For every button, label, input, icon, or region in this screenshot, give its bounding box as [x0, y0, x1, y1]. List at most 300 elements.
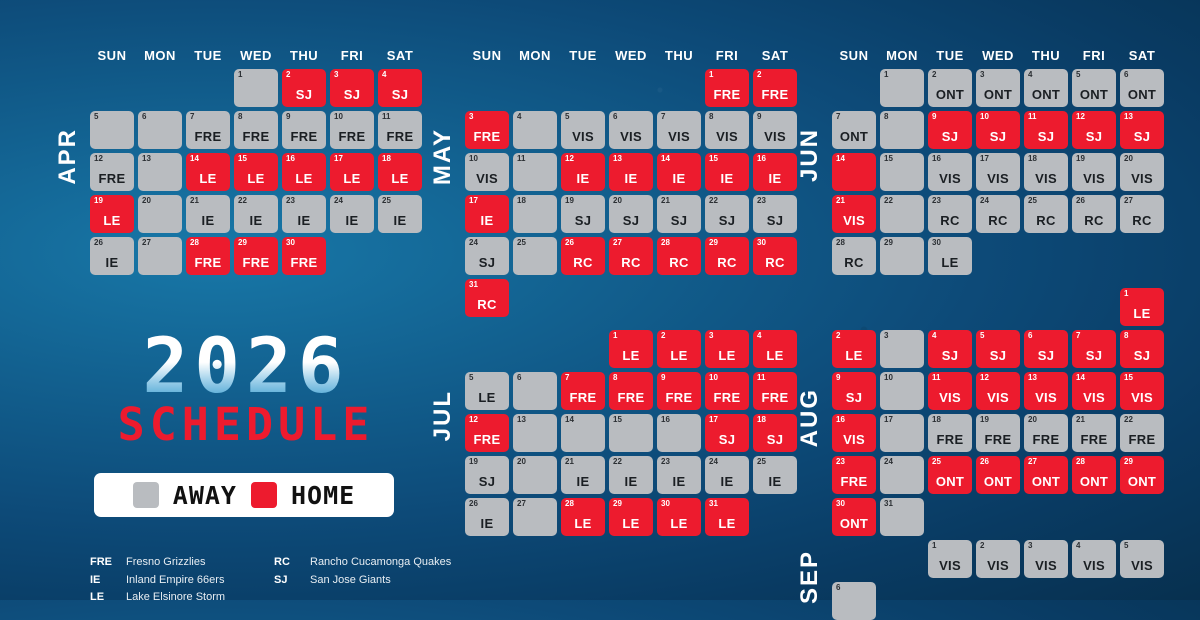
- day-number: 10: [884, 373, 893, 382]
- day-number: 25: [757, 457, 766, 466]
- day-number: 10: [980, 112, 989, 121]
- calendar-day: [753, 237, 797, 275]
- calendar-day: [753, 153, 797, 191]
- opponent-abbr: IE: [720, 474, 734, 489]
- day-number: 4: [1076, 541, 1081, 550]
- calendar-day: [705, 330, 749, 368]
- calendar-day: [90, 153, 134, 191]
- calendar-spacer: [832, 540, 876, 578]
- calendar-day: [657, 111, 701, 149]
- opponent-abbr: IE: [480, 213, 494, 228]
- day-number: 9: [286, 112, 291, 121]
- day-number: 21: [836, 196, 845, 205]
- calendar-day: [234, 111, 278, 149]
- calendar-day: [657, 372, 701, 410]
- day-number: 17: [980, 154, 989, 163]
- day-number: 18: [932, 415, 941, 424]
- day-number: 21: [190, 196, 199, 205]
- day-number: 6: [613, 112, 618, 121]
- calendar-day: [1024, 414, 1068, 452]
- day-number: 11: [932, 373, 941, 382]
- day-number: 6: [836, 583, 841, 592]
- opponent-abbr: LE: [941, 255, 959, 270]
- calendar-day: [657, 237, 701, 275]
- day-number: 1: [613, 331, 618, 340]
- day-number: 29: [884, 238, 893, 247]
- calendar-day: [513, 498, 557, 536]
- day-number: 1: [884, 70, 889, 79]
- calendar-day: [1072, 372, 1116, 410]
- opponent-abbr: IE: [768, 171, 782, 186]
- opponent-abbr: FRE: [473, 129, 501, 144]
- opponent-abbr: SJ: [766, 213, 784, 228]
- opponent-abbr: FRE: [98, 171, 126, 186]
- opponent-abbr: FRE: [1128, 432, 1156, 447]
- calendar-day: [657, 414, 701, 452]
- day-number: 29: [709, 238, 718, 247]
- key-name: San Jose Giants: [310, 573, 391, 586]
- opponent-abbr: VIS: [1131, 390, 1153, 405]
- calendar-day: [561, 195, 605, 233]
- key-name: Lake Elsinore Storm: [126, 591, 226, 604]
- day-number: 15: [709, 154, 718, 163]
- calendar-day: [609, 237, 653, 275]
- calendar-day: [705, 153, 749, 191]
- day-number: 30: [836, 499, 845, 508]
- calendar-day: [465, 279, 509, 317]
- calendar-day: [465, 237, 509, 275]
- key-name: Rancho Cucamonga Quakes: [310, 556, 452, 568]
- calendar-day: [928, 372, 972, 410]
- day-number: 26: [94, 238, 103, 247]
- calendar-day: [1120, 414, 1164, 452]
- day-number: 30: [661, 499, 670, 508]
- opponent-abbr: ONT: [983, 474, 1013, 489]
- day-number: 12: [1076, 112, 1085, 121]
- day-number: 27: [613, 238, 622, 247]
- opponent-abbr: VIS: [1083, 558, 1105, 573]
- calendar-spacer: [465, 69, 509, 107]
- month-block-sep: [796, 540, 1164, 620]
- day-number: 6: [142, 112, 147, 121]
- day-number: 27: [1124, 196, 1133, 205]
- day-number: 30: [932, 238, 941, 247]
- day-number: 24: [709, 457, 718, 466]
- calendar-day: [1024, 372, 1068, 410]
- opponent-abbr: SJ: [1037, 348, 1055, 363]
- opponent-abbr: LE: [622, 348, 640, 363]
- day-number: 13: [1124, 112, 1133, 121]
- calendar-day: [282, 69, 326, 107]
- day-number: 22: [238, 196, 247, 205]
- calendar-day: [976, 372, 1020, 410]
- calendar-day: [1024, 456, 1068, 494]
- day-number: 22: [1124, 415, 1133, 424]
- opponent-abbr: IE: [249, 213, 263, 228]
- calendar-day: [928, 540, 972, 578]
- opponent-abbr: SJ: [622, 213, 640, 228]
- day-number: 13: [613, 154, 622, 163]
- calendar-day: [282, 111, 326, 149]
- opponent-abbr: IE: [624, 171, 638, 186]
- opponent-abbr: LE: [103, 213, 121, 228]
- day-number: 15: [613, 415, 622, 424]
- calendar-day: [880, 195, 924, 233]
- day-number: 5: [1124, 541, 1129, 550]
- dow-wed: WED: [982, 48, 1014, 63]
- opponent-abbr: VIS: [1131, 558, 1153, 573]
- opponent-abbr: RC: [1036, 213, 1056, 228]
- day-number: 24: [980, 196, 989, 205]
- calendar-day: [880, 456, 924, 494]
- dow-sun: SUN: [839, 48, 869, 63]
- day-number: 3: [709, 331, 714, 340]
- day-number: 6: [1028, 331, 1033, 340]
- opponent-abbr: SJ: [391, 87, 409, 102]
- key-abbr: [274, 591, 302, 604]
- calendar-day: [753, 111, 797, 149]
- day-number: 16: [757, 154, 766, 163]
- calendar-day: [561, 498, 605, 536]
- calendar-day: [609, 195, 653, 233]
- calendar-day: [561, 153, 605, 191]
- legend: [94, 473, 394, 517]
- day-number: 1: [1124, 289, 1129, 298]
- day-number: 16: [932, 154, 941, 163]
- calendar-day: [657, 195, 701, 233]
- dow-sun: SUN: [472, 48, 502, 63]
- day-number: 23: [836, 457, 845, 466]
- day-number: 25: [932, 457, 941, 466]
- calendar-day: [609, 153, 653, 191]
- opponent-abbr: SJ: [1037, 129, 1055, 144]
- calendar-day: [378, 195, 422, 233]
- opponent-abbr: VIS: [1035, 558, 1057, 573]
- opponent-abbr: VIS: [1035, 390, 1057, 405]
- calendar-spacer: [186, 69, 230, 107]
- day-number: 12: [94, 154, 103, 163]
- month-label-jul: JUL: [429, 390, 456, 442]
- opponent-abbr: LE: [718, 348, 736, 363]
- month-label-sep: SEP: [796, 550, 823, 605]
- key-name: Inland Empire 66ers: [126, 573, 225, 586]
- calendar-grid-sep: [832, 540, 1164, 620]
- month-block-aug: [796, 288, 1164, 536]
- opponent-abbr: SJ: [1085, 129, 1103, 144]
- opponent-abbr: FRE: [194, 255, 222, 270]
- calendar-day: [465, 372, 509, 410]
- dow-mon: MON: [519, 48, 551, 63]
- opponent-abbr: IE: [672, 474, 686, 489]
- opponent-abbr: LE: [766, 348, 784, 363]
- calendar-day: [186, 111, 230, 149]
- opponent-abbr: ONT: [839, 516, 869, 531]
- day-number: 13: [517, 415, 526, 424]
- calendar-spacer: [880, 288, 924, 326]
- calendar-day: [832, 456, 876, 494]
- opponent-abbr: IE: [576, 474, 590, 489]
- dow-thu: THU: [664, 48, 694, 63]
- opponent-abbr: FRE: [713, 390, 741, 405]
- calendar-day: [561, 111, 605, 149]
- calendar-day: [138, 111, 182, 149]
- opponent-abbr: LE: [574, 516, 592, 531]
- day-number: 20: [1124, 154, 1133, 163]
- day-number: 16: [836, 415, 845, 424]
- calendar-day: [561, 456, 605, 494]
- day-number: 17: [334, 154, 343, 163]
- opponent-abbr: VIS: [987, 390, 1009, 405]
- dow-mon: MON: [886, 48, 918, 63]
- day-number: 1: [932, 541, 937, 550]
- day-number: 22: [884, 196, 893, 205]
- opponent-abbr: SJ: [670, 213, 688, 228]
- calendar-grid-may: [465, 69, 797, 317]
- calendar-day: [753, 69, 797, 107]
- calendar-day: [330, 153, 374, 191]
- opponent-abbr: ONT: [983, 87, 1013, 102]
- calendar-day: [976, 414, 1020, 452]
- dow-fri: FRI: [340, 48, 364, 63]
- opponent-abbr: RC: [477, 297, 497, 312]
- calendar-day: [976, 69, 1020, 107]
- calendar-day: [880, 237, 924, 275]
- legend-away-label: AWAY: [172, 480, 237, 510]
- opponent-abbr: LE: [1133, 306, 1151, 321]
- day-number: 30: [286, 238, 295, 247]
- calendar-day: [282, 195, 326, 233]
- opponent-abbr: FRE: [242, 129, 270, 144]
- calendar-day: [832, 582, 876, 620]
- home-swatch-icon: [251, 482, 277, 508]
- calendar-day: [609, 330, 653, 368]
- day-number: 31: [884, 499, 893, 508]
- opponent-abbr: SJ: [766, 432, 784, 447]
- opponent-abbr: SJ: [718, 432, 736, 447]
- calendar-day: [513, 372, 557, 410]
- dow-sun: SUN: [97, 48, 127, 63]
- day-number: 10: [334, 112, 343, 121]
- opponent-abbr: RC: [765, 255, 785, 270]
- day-number: 19: [980, 415, 989, 424]
- calendar-day: [1024, 153, 1068, 191]
- opponent-abbr: ONT: [1127, 87, 1157, 102]
- day-number: 26: [980, 457, 989, 466]
- calendar-day: [1024, 330, 1068, 368]
- key-name: Fresno Grizzlies: [126, 556, 206, 568]
- opponent-abbr: SJ: [989, 348, 1007, 363]
- key-abbr: RC: [274, 556, 290, 568]
- opponent-abbr: ONT: [1127, 474, 1157, 489]
- calendar-day: [1120, 69, 1164, 107]
- day-number: 4: [382, 70, 387, 79]
- calendar-day: [1120, 195, 1164, 233]
- opponent-abbr: ONT: [1031, 474, 1061, 489]
- calendar-day: [465, 153, 509, 191]
- opponent-abbr: SJ: [989, 129, 1007, 144]
- calendar-day: [928, 414, 972, 452]
- day-number: 4: [757, 331, 762, 340]
- calendar-day: [928, 69, 972, 107]
- day-number: 6: [517, 373, 522, 382]
- calendar-day: [465, 414, 509, 452]
- calendar-day: [832, 414, 876, 452]
- day-number: 28: [661, 238, 670, 247]
- calendar-spacer: [561, 330, 605, 368]
- month-block-jul: [429, 330, 797, 536]
- day-number: 3: [884, 331, 889, 340]
- day-number: 31: [469, 280, 478, 289]
- calendar-day: [561, 414, 605, 452]
- day-number: 16: [661, 415, 670, 424]
- day-number: 2: [836, 331, 841, 340]
- opponent-abbr: SJ: [1133, 348, 1151, 363]
- day-number: 24: [884, 457, 893, 466]
- calendar-day: [976, 111, 1020, 149]
- calendar-day: [90, 111, 134, 149]
- calendar-day: [90, 195, 134, 233]
- day-number: 8: [709, 112, 714, 121]
- opponent-abbr: SJ: [941, 348, 959, 363]
- calendar-day: [1072, 330, 1116, 368]
- opponent-abbr: ONT: [1079, 87, 1109, 102]
- calendar-day: [705, 498, 749, 536]
- day-number: 26: [469, 499, 478, 508]
- calendar-day: [976, 456, 1020, 494]
- opponent-abbr: IE: [393, 213, 407, 228]
- calendar-day: [234, 195, 278, 233]
- day-number: 16: [286, 154, 295, 163]
- month-block-apr: [54, 48, 422, 275]
- calendar-day: [561, 372, 605, 410]
- calendar-day: [1120, 372, 1164, 410]
- key-abbr: IE: [90, 573, 101, 586]
- opponent-abbr: VIS: [1035, 171, 1057, 186]
- calendar-spacer: [609, 69, 653, 107]
- calendar-day: [330, 195, 374, 233]
- calendar-day: [705, 237, 749, 275]
- calendar-day: [1024, 195, 1068, 233]
- opponent-abbr: RC: [1132, 213, 1152, 228]
- day-number: 8: [238, 112, 243, 121]
- calendar-day: [138, 153, 182, 191]
- calendar-grid-aug: [832, 288, 1164, 536]
- day-number: 25: [1028, 196, 1037, 205]
- dow-mon: MON: [144, 48, 176, 63]
- opponent-abbr: VIS: [716, 129, 738, 144]
- day-number: 5: [980, 331, 985, 340]
- calendar-day: [705, 414, 749, 452]
- day-number: 5: [469, 373, 474, 382]
- day-number: 2: [757, 70, 762, 79]
- day-number: 22: [613, 457, 622, 466]
- day-number: 28: [190, 238, 199, 247]
- opponent-abbr: FRE: [1080, 432, 1108, 447]
- calendar-day: [928, 111, 972, 149]
- calendar-day: [513, 153, 557, 191]
- day-number: 2: [286, 70, 291, 79]
- opponent-abbr: VIS: [843, 432, 865, 447]
- opponent-abbr: SJ: [1133, 129, 1151, 144]
- calendar-day: [832, 153, 876, 191]
- calendar-day: [609, 372, 653, 410]
- opponent-abbr: FRE: [473, 432, 501, 447]
- day-number: 15: [884, 154, 893, 163]
- opponent-abbr: LE: [845, 348, 863, 363]
- day-number: 14: [190, 154, 199, 163]
- day-number: 2: [980, 541, 985, 550]
- key-name: [310, 591, 460, 604]
- calendar-day: [880, 153, 924, 191]
- day-number: 12: [565, 154, 574, 163]
- dow-wed: WED: [615, 48, 647, 63]
- opponent-abbr: FRE: [338, 129, 366, 144]
- calendar-spacer: [513, 330, 557, 368]
- day-number: 3: [1028, 541, 1033, 550]
- dow-thu: THU: [289, 48, 319, 63]
- opponent-abbr: FRE: [984, 432, 1012, 447]
- calendar-day: [1072, 153, 1116, 191]
- calendar-day: [1072, 456, 1116, 494]
- calendar-day: [705, 195, 749, 233]
- day-number: 4: [932, 331, 937, 340]
- day-number: 20: [1028, 415, 1037, 424]
- calendar-day: [1120, 153, 1164, 191]
- opponent-abbr: FRE: [936, 432, 964, 447]
- day-number: 13: [142, 154, 151, 163]
- opponent-abbr: RC: [621, 255, 641, 270]
- day-number: 10: [469, 154, 478, 163]
- calendar-day: [1120, 288, 1164, 326]
- calendar-day: [282, 237, 326, 275]
- day-number: 8: [884, 112, 889, 121]
- calendar-day: [1072, 69, 1116, 107]
- dow-tue: TUE: [936, 48, 964, 63]
- opponent-abbr: IE: [672, 171, 686, 186]
- day-number: 21: [1076, 415, 1085, 424]
- day-number: 28: [836, 238, 845, 247]
- calendar-day: [832, 195, 876, 233]
- calendar-day: [880, 69, 924, 107]
- opponent-abbr: FRE: [840, 474, 868, 489]
- calendar-day: [928, 456, 972, 494]
- calendar-day: [378, 69, 422, 107]
- opponent-abbr: IE: [768, 474, 782, 489]
- day-number: 4: [1028, 70, 1033, 79]
- day-number: 18: [382, 154, 391, 163]
- calendar-day: [234, 237, 278, 275]
- day-number: 14: [836, 154, 845, 163]
- calendar-day: [657, 498, 701, 536]
- day-number: 17: [709, 415, 718, 424]
- calendar-day: [880, 111, 924, 149]
- day-number: 20: [517, 457, 526, 466]
- calendar-grid-jun: [832, 69, 1164, 275]
- day-number: 24: [469, 238, 478, 247]
- day-number: 12: [980, 373, 989, 382]
- month-block-jun: [796, 48, 1164, 275]
- day-number: 11: [517, 154, 526, 163]
- calendar-day: [880, 414, 924, 452]
- opponent-abbr: RC: [669, 255, 689, 270]
- calendar-day: [928, 330, 972, 368]
- day-number: 26: [565, 238, 574, 247]
- opponent-abbr: LE: [718, 516, 736, 531]
- day-number: 29: [613, 499, 622, 508]
- calendar-day: [832, 498, 876, 536]
- opponent-abbr: IE: [480, 516, 494, 531]
- calendar-day: [1120, 456, 1164, 494]
